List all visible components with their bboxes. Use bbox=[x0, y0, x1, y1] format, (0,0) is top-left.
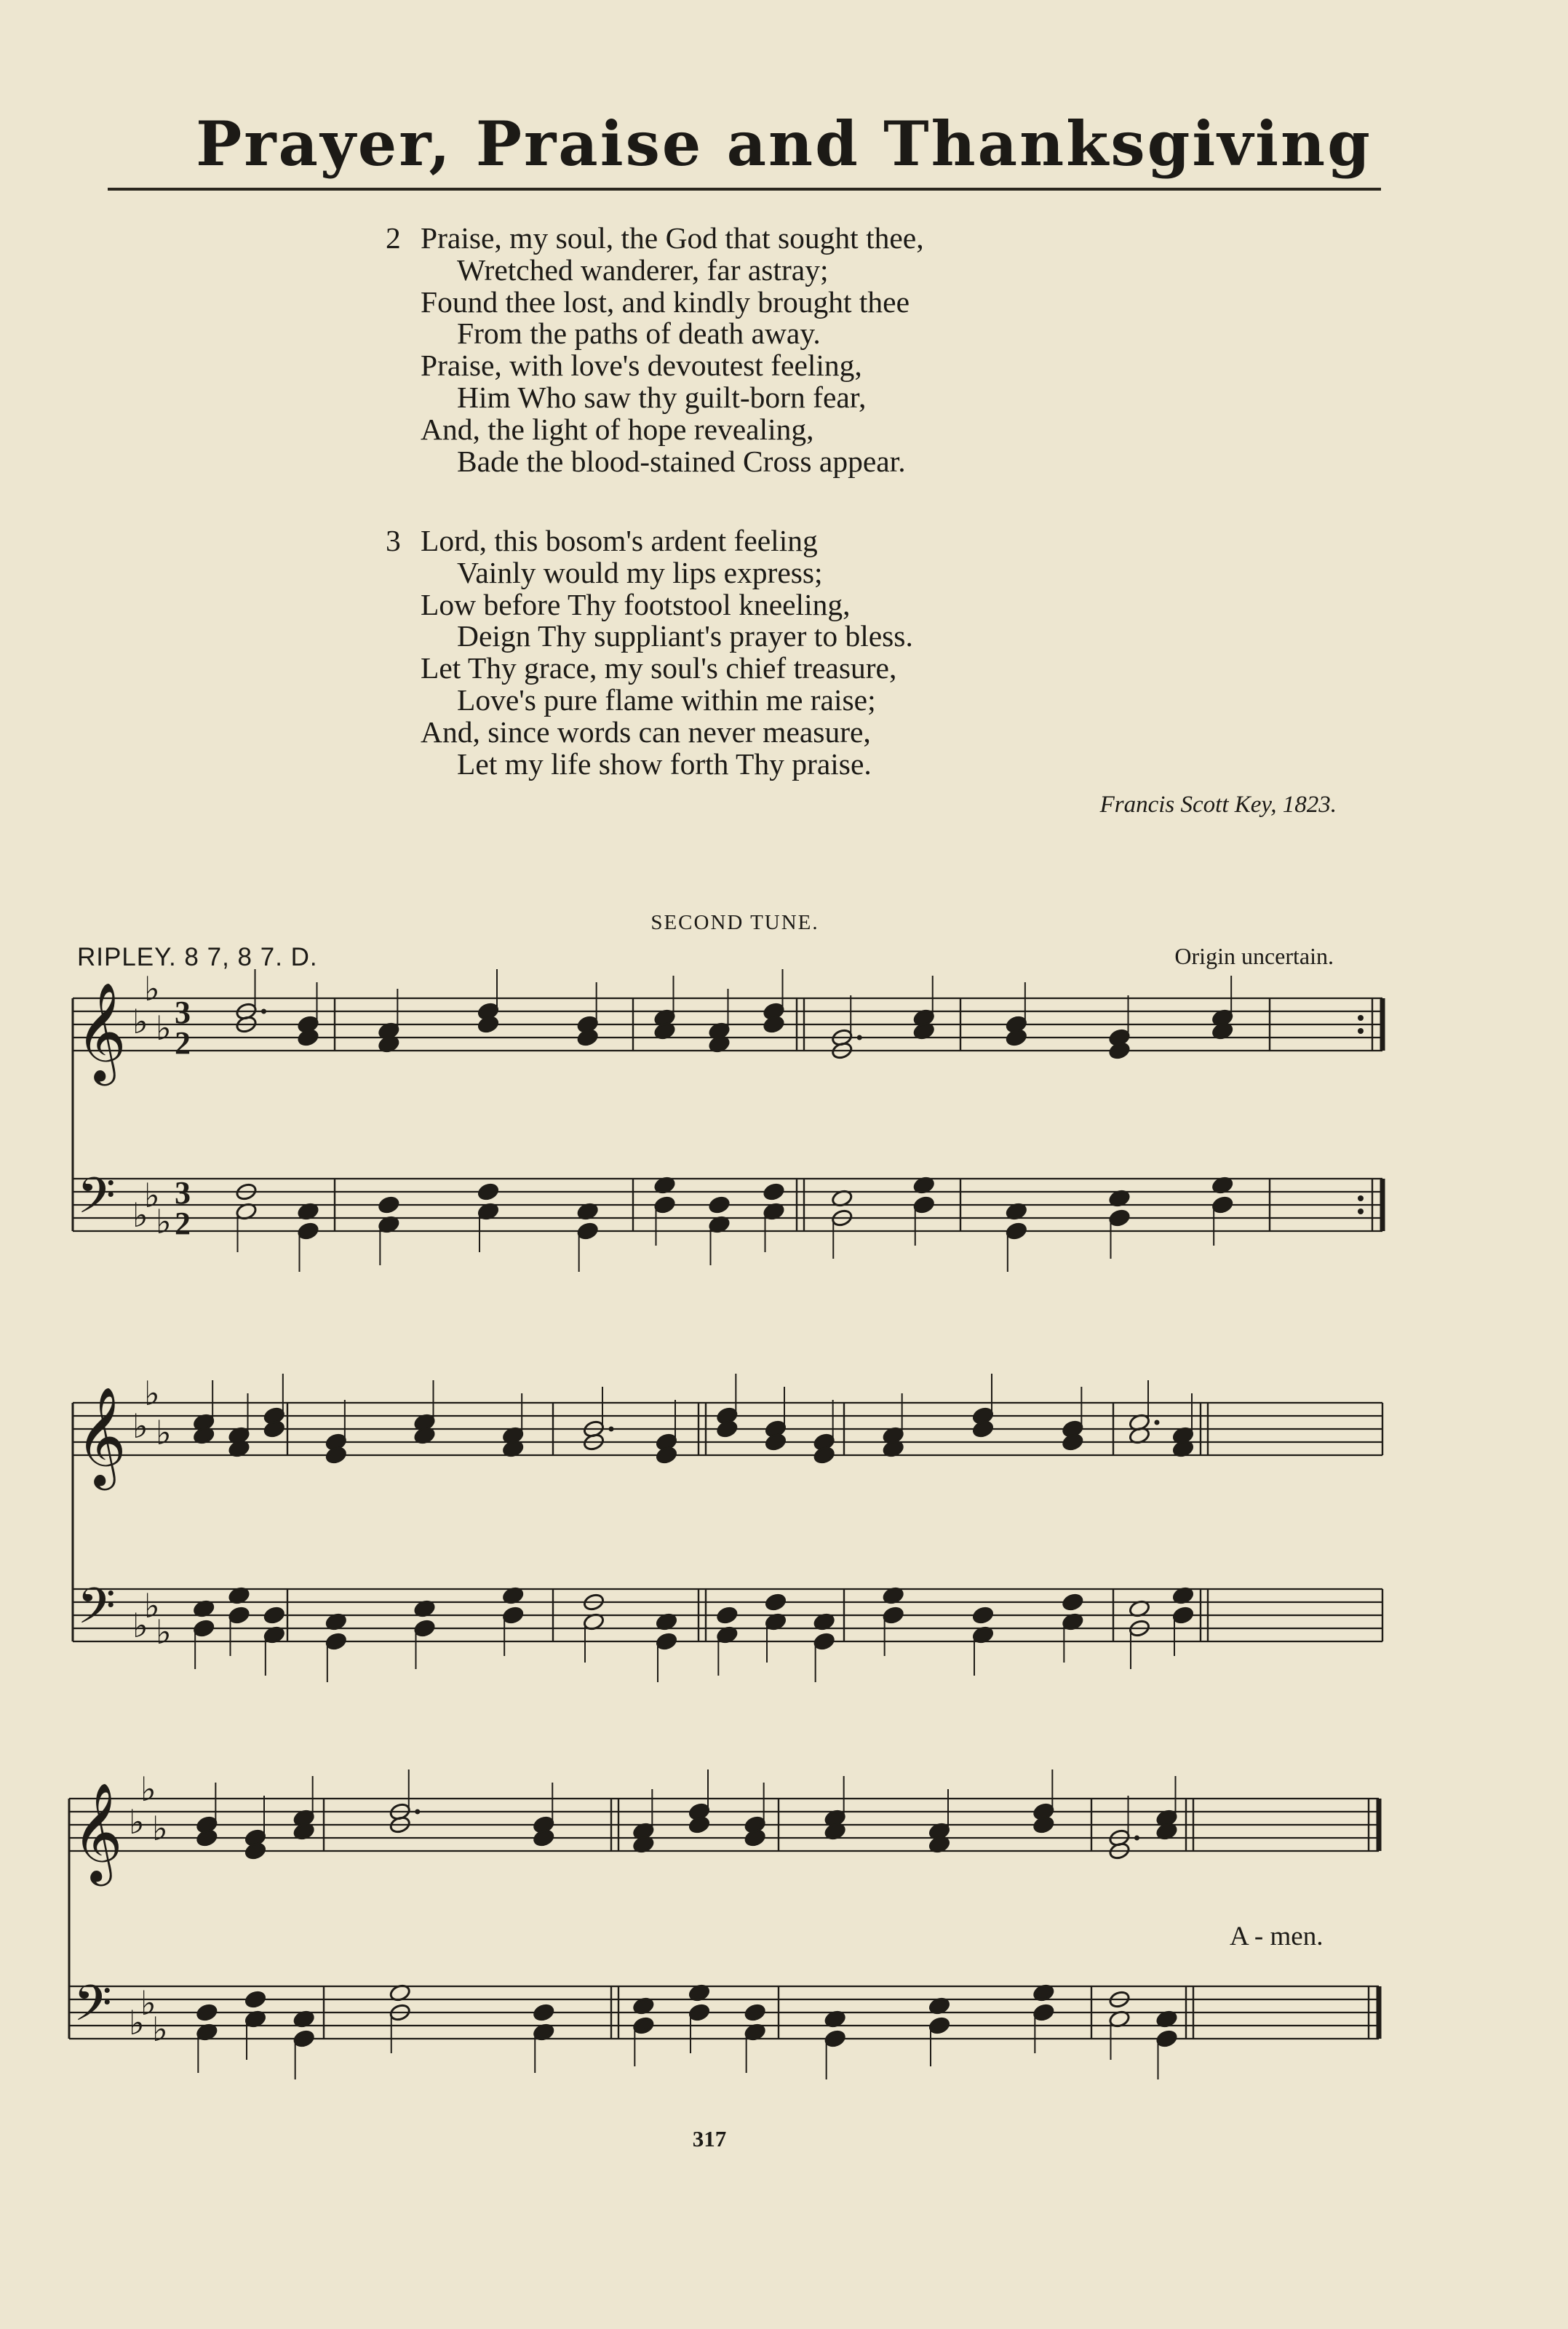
bass-note bbox=[325, 1632, 347, 1651]
stanza-line: And, since words can never measure, bbox=[421, 714, 871, 749]
bass-note bbox=[297, 1222, 319, 1241]
stanza-line: Wretched wanderer, far astray; bbox=[457, 252, 829, 287]
bass-note bbox=[972, 1606, 995, 1625]
stanza-line: From the paths of death away. bbox=[457, 316, 821, 351]
stanza-number: 3 bbox=[386, 524, 401, 557]
bass-note bbox=[228, 1606, 250, 1625]
bass-clef-icon: 𝄢 bbox=[77, 1578, 116, 1647]
stanza-line: Found thee lost, and kindly brought thee bbox=[421, 284, 910, 319]
flat-sign-icon: ♭ bbox=[140, 1769, 156, 1809]
bass-note bbox=[656, 1632, 678, 1651]
tune-name: RIPLEY. 8 7, 8 7. D. bbox=[77, 943, 318, 971]
repeat-dot bbox=[1358, 1209, 1364, 1214]
stanza-number: 2 bbox=[386, 221, 401, 255]
page-number: 317 bbox=[692, 2126, 727, 2151]
page-title: Prayer, Praise and Thanksgiving bbox=[196, 108, 1372, 180]
tune-heading: SECOND TUNE. bbox=[650, 911, 819, 934]
stanza-line: Praise, with love's devoutest feeling, bbox=[421, 349, 862, 383]
dot bbox=[1134, 1836, 1139, 1841]
tune-origin: Origin uncertain. bbox=[1174, 943, 1334, 969]
flat-sign-icon: ♭ bbox=[144, 1176, 160, 1215]
dot bbox=[261, 1009, 266, 1014]
time-signature-bottom: 2 bbox=[175, 1206, 191, 1241]
dot bbox=[857, 1035, 862, 1040]
stanza-line: 2 Praise, my soul, the God that sought thee, bbox=[386, 221, 924, 255]
stanza-line: Vainly would my lips express; bbox=[457, 555, 823, 589]
bass-note bbox=[928, 2016, 951, 2035]
stanza-line: Low before Thy footstool kneeling, bbox=[421, 587, 851, 621]
flat-sign-icon: ♭ bbox=[156, 1612, 172, 1652]
treble-clef-icon: 𝄞 bbox=[76, 981, 127, 1081]
bass-note bbox=[716, 1606, 739, 1625]
stanza-line: Let Thy grace, my soul's chief treasure, bbox=[421, 651, 897, 685]
bass-note bbox=[196, 2003, 218, 2022]
flat-sign-icon: ♭ bbox=[140, 1983, 156, 2023]
bass-note bbox=[824, 2029, 846, 2048]
treble-clef-icon: 𝄞 bbox=[76, 1385, 127, 1486]
bass-note bbox=[912, 1195, 935, 1214]
bass-note bbox=[244, 1990, 267, 2009]
bass-note bbox=[1005, 1222, 1027, 1241]
bass-note bbox=[813, 1632, 835, 1651]
time-signature-top: 3 bbox=[175, 1175, 191, 1211]
bass-note bbox=[477, 1182, 500, 1201]
flat-sign-icon: ♭ bbox=[129, 1802, 145, 1842]
flat-sign-icon: ♭ bbox=[144, 1374, 160, 1413]
dot bbox=[609, 1427, 614, 1432]
flat-sign-icon: ♭ bbox=[132, 1406, 148, 1446]
bass-note bbox=[292, 2029, 315, 2048]
stanza-line: And, the light of hope revealing, bbox=[421, 412, 814, 446]
time-signature-bottom: 2 bbox=[175, 1025, 191, 1061]
flat-sign-icon: ♭ bbox=[152, 1809, 168, 1848]
bass-note bbox=[1032, 2003, 1055, 2022]
flat-sign-icon: ♭ bbox=[132, 1195, 148, 1235]
bass-note bbox=[882, 1606, 904, 1625]
flat-sign-icon: ♭ bbox=[144, 969, 160, 1008]
bass-note bbox=[193, 1619, 215, 1638]
bass-note bbox=[632, 2016, 655, 2035]
bass-note bbox=[653, 1195, 676, 1214]
flat-sign-icon: ♭ bbox=[156, 1202, 172, 1241]
treble-clef-icon: 𝄞 bbox=[72, 1781, 123, 1882]
author-attribution: Francis Scott Key, 1823. bbox=[1099, 792, 1337, 818]
flat-sign-icon: ♭ bbox=[129, 2003, 145, 2042]
bass-clef-icon: 𝄢 bbox=[73, 1975, 112, 2045]
dot bbox=[1155, 1420, 1160, 1425]
bass-note bbox=[263, 1606, 285, 1625]
bass-note bbox=[1155, 2029, 1178, 2048]
bass-note bbox=[765, 1593, 787, 1612]
repeat-dot bbox=[1358, 1015, 1364, 1021]
flat-sign-icon: ♭ bbox=[132, 1002, 148, 1041]
bass-note bbox=[744, 2003, 766, 2022]
bass-note bbox=[708, 1195, 731, 1214]
flat-sign-icon: ♭ bbox=[156, 1413, 172, 1452]
bass-note bbox=[1172, 1606, 1195, 1625]
stanza-line: Him Who saw thy guilt-born fear, bbox=[457, 380, 867, 414]
bass-note bbox=[1108, 1209, 1131, 1227]
bass-clef-icon: 𝄢 bbox=[77, 1168, 116, 1237]
repeat-dot bbox=[1358, 1028, 1364, 1034]
repeat-dot bbox=[1358, 1195, 1364, 1201]
bass-note bbox=[378, 1195, 400, 1214]
dot bbox=[415, 1810, 420, 1815]
bass-note bbox=[763, 1182, 785, 1201]
bass-note bbox=[688, 2003, 711, 2022]
stanza-line: Bade the blood-stained Cross appear. bbox=[457, 444, 906, 478]
stanza-line: 3 Lord, this bosom's ardent feeling bbox=[386, 524, 818, 557]
bass-note bbox=[1062, 1593, 1084, 1612]
time-signature-top: 3 bbox=[175, 995, 191, 1030]
flat-sign-icon: ♭ bbox=[144, 1586, 160, 1625]
bass-note bbox=[1211, 1195, 1234, 1214]
stanza-line: Love's pure flame within me raise; bbox=[457, 682, 876, 717]
flat-sign-icon: ♭ bbox=[152, 2010, 168, 2049]
flat-sign-icon: ♭ bbox=[132, 1606, 148, 1645]
bass-note bbox=[413, 1619, 436, 1638]
amen-text: A - men. bbox=[1230, 1922, 1324, 1951]
bass-note bbox=[502, 1606, 525, 1625]
flat-sign-icon: ♭ bbox=[156, 1008, 172, 1048]
bass-note bbox=[576, 1222, 599, 1241]
bass-note bbox=[533, 2003, 555, 2022]
stanza-line: Deign Thy suppliant's prayer to bless. bbox=[457, 619, 913, 653]
stanza-line: Let my life show forth Thy praise. bbox=[457, 747, 872, 781]
